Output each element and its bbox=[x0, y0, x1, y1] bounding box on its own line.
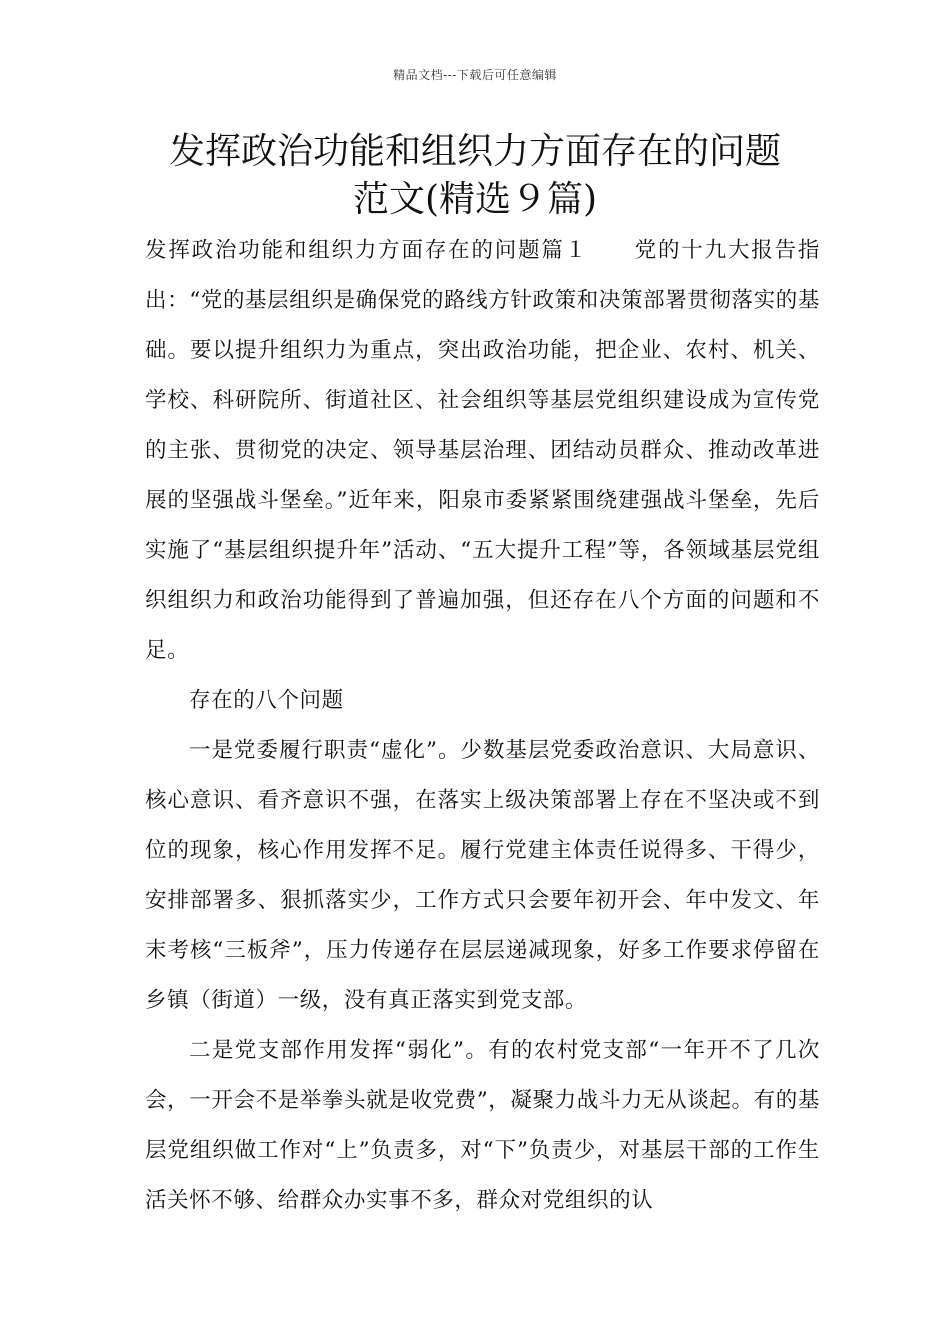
paragraph-intro: 发挥政治功能和组织力方面存在的问题篇１ 党的十九大报告指出：“党的基层组织是确保党的路线方针政策和决策部署贯彻落实的基础。要以提升组织力为重点，突出政治功能，把企业、农村、机关、学校、科研院所、街道社区、社会组织等基层党组织建设成为宣传党的主张、贯彻党的决定、领导基层治理、团结动员群众、推动改革进展的坚强战斗堡垒。”近年来，阳泉市委紧紧围绕建强战斗堡垒，先后实施了“基层组织提升年”活动、“五大提升工程”等，各领域基层党组织组织力和政治功能得到了普遍加强，但还存在八个方面的问题和不足。 bbox=[145, 238, 820, 663]
document-title-line-1: 发挥政治功能和组织力方面存在的问题 bbox=[168, 131, 781, 172]
document-title-line-2: 范文(精选９篇) bbox=[352, 179, 598, 220]
paragraph-issue-1: 一是党委履行职责“虚化”。少数基层党委政治意识、大局意识、核心意识、看齐意识不强，在落实上级决策部署上存在不坚决或不到位的现象，核心作用发挥不足。履行党建主体责任说得多、干得少，安排部署多、狠抓落实少，工作方式只会要年初开会、年中发文、年末考核“三板斧”，压力传递存在层层递减现象，好多工作要求停留在乡镇（街道）一级，没有真正落实到党支部。 bbox=[145, 738, 820, 1013]
paragraph-subheading: 存在的八个问题 bbox=[189, 688, 344, 713]
header-note: 精品文档---下载后可任意编辑 bbox=[393, 68, 557, 82]
paragraph-issue-2: 二是党支部作用发挥“弱化”。有的农村党支部“一年开不了几次会，一开会不是举拳头就是收党费”，凝聚力战斗力无从谈起。有的基层党组织做工作对“上”负责多，对“下”负责少，对基层干部的工作生活关怀不够、给群众办实事不多，群众对党组织的认 bbox=[145, 1038, 820, 1213]
document-body bbox=[145, 226, 820, 1226]
document-title bbox=[120, 128, 830, 224]
